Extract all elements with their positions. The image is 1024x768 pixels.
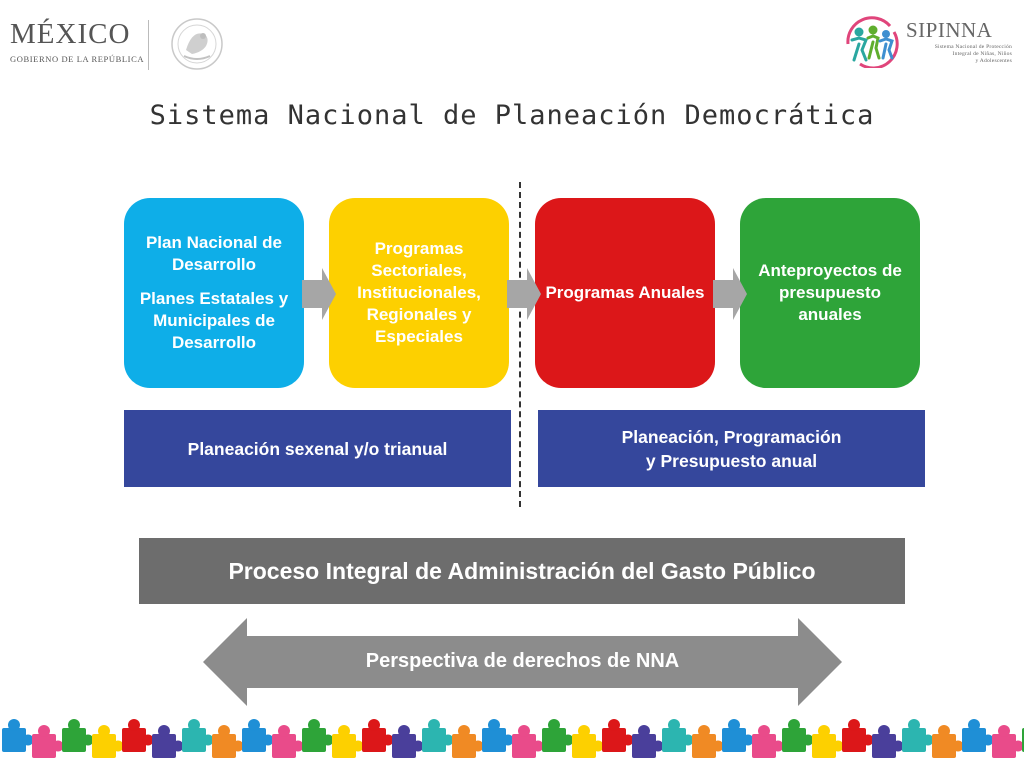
box-anteproyectos [740, 198, 920, 388]
sipinna-logo [836, 12, 1016, 72]
process-bar [139, 538, 905, 604]
mexico-logo-subtitle: GOBIERNO DE LA REPÚBLICA [10, 54, 145, 64]
band-planeacion-anual-line-1: Planeación, Programación [621, 426, 842, 447]
sipinna-logo-name: SIPINNA [906, 18, 993, 42]
rights-arrow-label: Perspectiva de derechos de NNA [365, 650, 680, 672]
page-title: Sistema Nacional de Planeación Democrática [149, 100, 875, 131]
box-programas-sectoriales [329, 198, 509, 388]
children-circle-icon [840, 14, 902, 68]
box-programas-anuales [535, 198, 715, 388]
logo-separator [148, 20, 149, 70]
arrow-right-icon [713, 268, 747, 320]
sipinna-logo-subtitle: Sistema Nacional de Protección Integral de Niñas, Niños y Adolescentes [934, 44, 1012, 64]
mexico-government-logo [8, 14, 238, 74]
arrow-right-icon [302, 268, 336, 320]
mexico-logo-name: MÉXICO [10, 18, 131, 50]
process-bar-text: Proceso Integral de Administración del Gasto Público [228, 557, 816, 584]
box-programas-sectoriales-text: Programas Sectoriales, Institucionales, Regionales y Especiales [357, 239, 481, 346]
puzzle-pieces-decoration [0, 714, 1024, 768]
national-seal-icon [162, 16, 232, 72]
box-anteproyectos-text: Anteproyectos de presupuesto anuales [758, 261, 902, 324]
dashed-divider [519, 182, 521, 507]
box-plan-nacional [124, 198, 304, 388]
arrow-right-icon [507, 268, 541, 320]
box-programas-anuales-text: Programas Anuales [545, 283, 705, 302]
band-planeacion-sexenal-text: Planeación sexenal y/o trianual [187, 438, 448, 459]
box-plan-nacional-line-2: Planes Estatales y Municipales de Desarrollo [139, 289, 289, 352]
band-planeacion-anual [538, 410, 925, 487]
box-plan-nacional-line-1: Plan Nacional de Desarrollo [145, 233, 283, 274]
band-planeacion-sexenal [124, 410, 511, 487]
band-planeacion-anual-line-2: y Presupuesto anual [645, 450, 818, 471]
